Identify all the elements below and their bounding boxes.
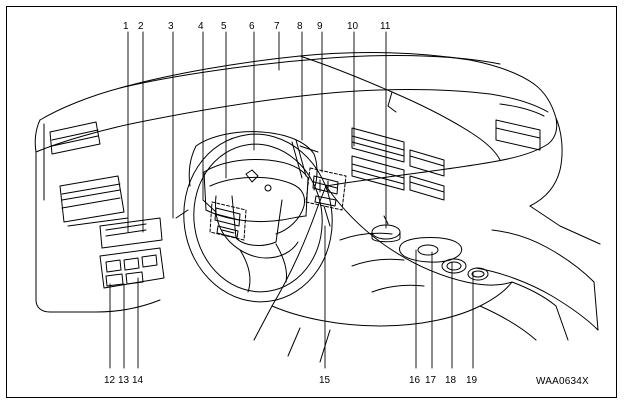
steering-wheel [173, 125, 343, 312]
callout-17: 17 [425, 375, 437, 386]
callout-6: 6 [249, 21, 255, 32]
seat-outline [480, 282, 568, 340]
right-door-trim [476, 104, 600, 330]
callout-8: 8 [297, 21, 303, 32]
left-switch-cluster [100, 218, 164, 288]
callout-2: 2 [138, 21, 144, 32]
callout-4: 4 [198, 21, 204, 32]
callout-3: 3 [168, 21, 174, 32]
center-console [272, 186, 512, 326]
callout-13: 13 [118, 375, 130, 386]
callout-18: 18 [445, 375, 457, 386]
callout-11: 11 [380, 21, 391, 32]
callout-5: 5 [221, 21, 227, 32]
callout-15: 15 [319, 375, 331, 386]
callout-14: 14 [132, 375, 144, 386]
callout-10: 10 [347, 21, 359, 32]
dashboard-outline [35, 53, 557, 312]
callout-19: 19 [466, 375, 478, 386]
left-side-panel [44, 122, 128, 226]
callout-9: 9 [317, 21, 323, 32]
right-air-vents [352, 128, 444, 200]
part-code: WAA0634X [536, 376, 589, 387]
callout-12: 12 [104, 375, 116, 386]
floor-lines [254, 306, 330, 362]
callout-1: 1 [123, 21, 129, 32]
callout-7: 7 [274, 21, 280, 32]
cowl-lines [120, 56, 500, 160]
column-stalks [176, 140, 330, 226]
callout-16: 16 [409, 375, 421, 386]
